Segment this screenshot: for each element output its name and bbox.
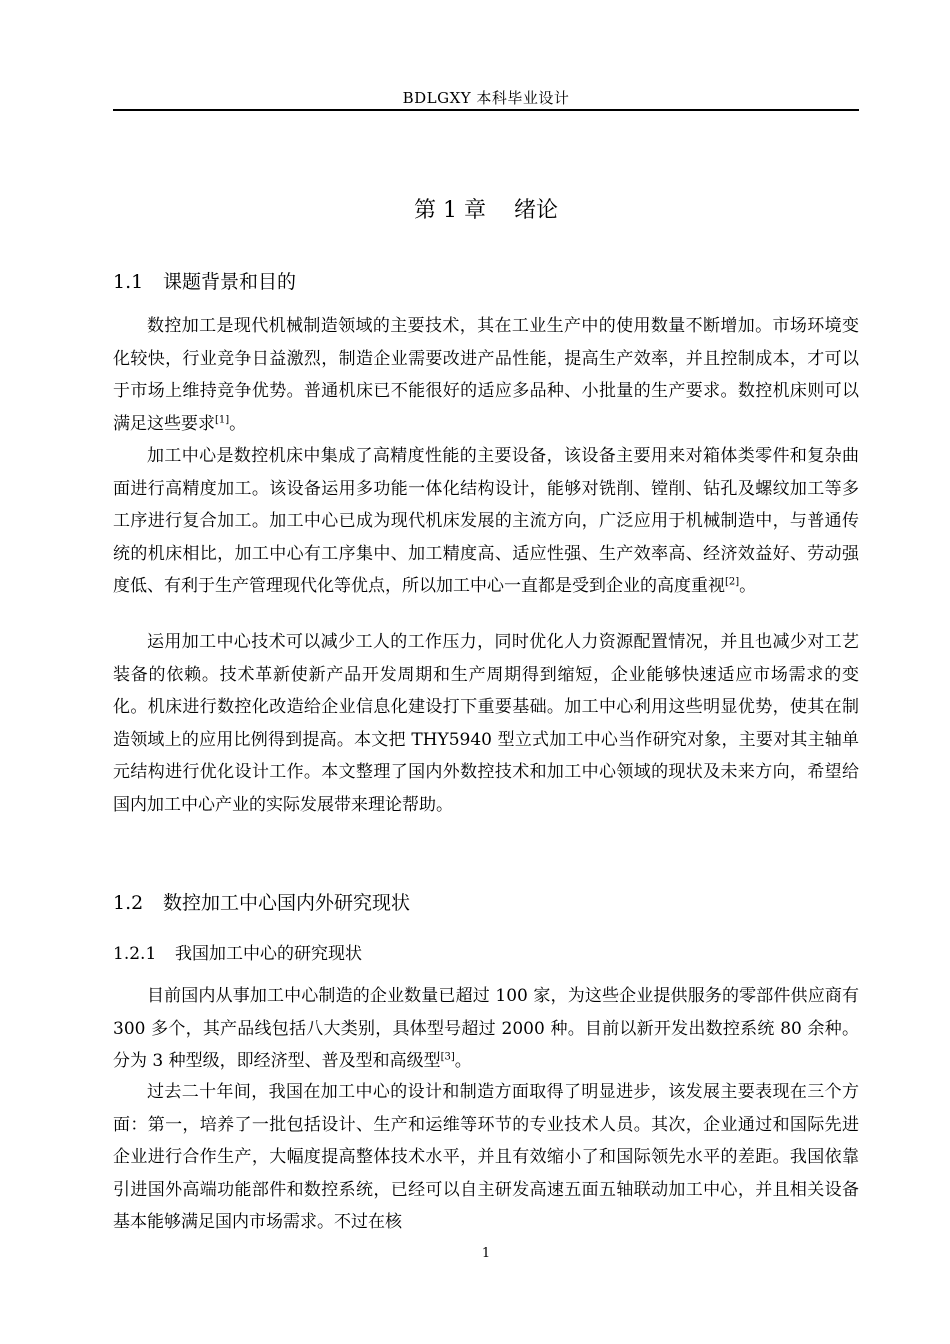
section-title: 数控加工中心国内外研究现状 [163,892,411,914]
subsection-number: 1.2.1 [113,944,157,964]
chapter-name: 绪论 [513,198,558,223]
header-rule [113,109,859,111]
subsection-title: 我国加工中心的研究现状 [175,944,362,964]
paragraph: 目前国内从事加工中心制造的企业数量已超过 100 家，为这些企业提供服务的零部件供应商有 300 多个，其产品线包括八大类别，具体型号超过 2000 种。目前以新开发出数控系统 80 余种。分为 3 种型级，即经济型、普及型和高级型[3]。 [113,986,859,1071]
section-heading-1-1 [113,268,296,296]
section-heading-1-2 [113,889,410,917]
page-number: 1 [481,1246,491,1261]
paragraph: 数控加工是现代机械制造领域的主要技术，其在工业生产中的使用数量不断增加。市场环境变化较快，行业竞争日益激烈，制造企业需要改进产品性能，提高生产效率，并且控制成本，才可以于市场上维持竞争优势。普通机床已不能很好的适应多品种、小批量的生产要求。数控机床则可以满足这些要求[1]。 [113,316,859,434]
section-number: 1.2 [113,892,144,914]
paragraph: 加工中心是数控机床中集成了高精度性能的主要设备，该设备主要用来对箱体类零件和复杂曲面进行高精度加工。该设备运用多功能一体化结构设计，能够对铣削、镗削、钻孔及螺纹加工等多工序进行复合加工。加工中心已成为现代机床发展的主流方向，广泛应用于机械制造中，与普通传统的机床相比，加工中心有工序集中、加工精度高、适应性强、生产效率高、经济效益好、劳动强度低、有利于生产管理现代化等优点，所以加工中心一直都是受到企业的高度重视[2]。 [113,446,859,596]
citation: [1] [215,413,230,425]
section-title: 课题背景和目的 [163,271,297,293]
citation: [2] [725,576,740,588]
subsection-heading-1-2-1 [113,941,362,967]
section-number: 1.1 [113,271,144,293]
paragraph: 运用加工中心技术可以减少工人的工作压力，同时优化人力资源配置情况，并且也减少对工艺装备的依赖。技术革新使新产品开发周期和生产周期得到缩短，企业能够快速适应市场需求的变化。机床进行数控化改造给企业信息化建设打下重要基础。加工中心利用这些明显优势，使其在制造领域上的应用比例得到提高。本文把 THY5940 型立式加工中心当作研究对象，主要对其主轴单元结构进行优化设计工作。本文整理了国内外数控技术和加工中心领域的现状及未来方向，希望给国内加工中心产业的实际发展带来理论帮助。 [113,632,859,815]
citation: [3] [440,1051,455,1063]
chapter-title [113,196,859,226]
running-header: BDLGXY 本科毕业设计 [402,89,570,107]
paragraph: 过去二十年间，我国在加工中心的设计和制造方面取得了明显进步，该发展主要表现在三个方面：第一，培养了一批包括设计、生产和运维等环节的专业技术人员。其次，企业通过和国际先进企业进行合作生产，大幅度提高整体技术水平，并且有效缩小了和国际领先水平的差距。我国依靠引进国外高端功能部件和数控系统，已经可以自主研发高速五面五轴联动加工中心，并且相关设备基本能够满足国内市场需求。不过在核 [113,1082,859,1232]
chapter-number: 第 1 章 [414,198,486,223]
